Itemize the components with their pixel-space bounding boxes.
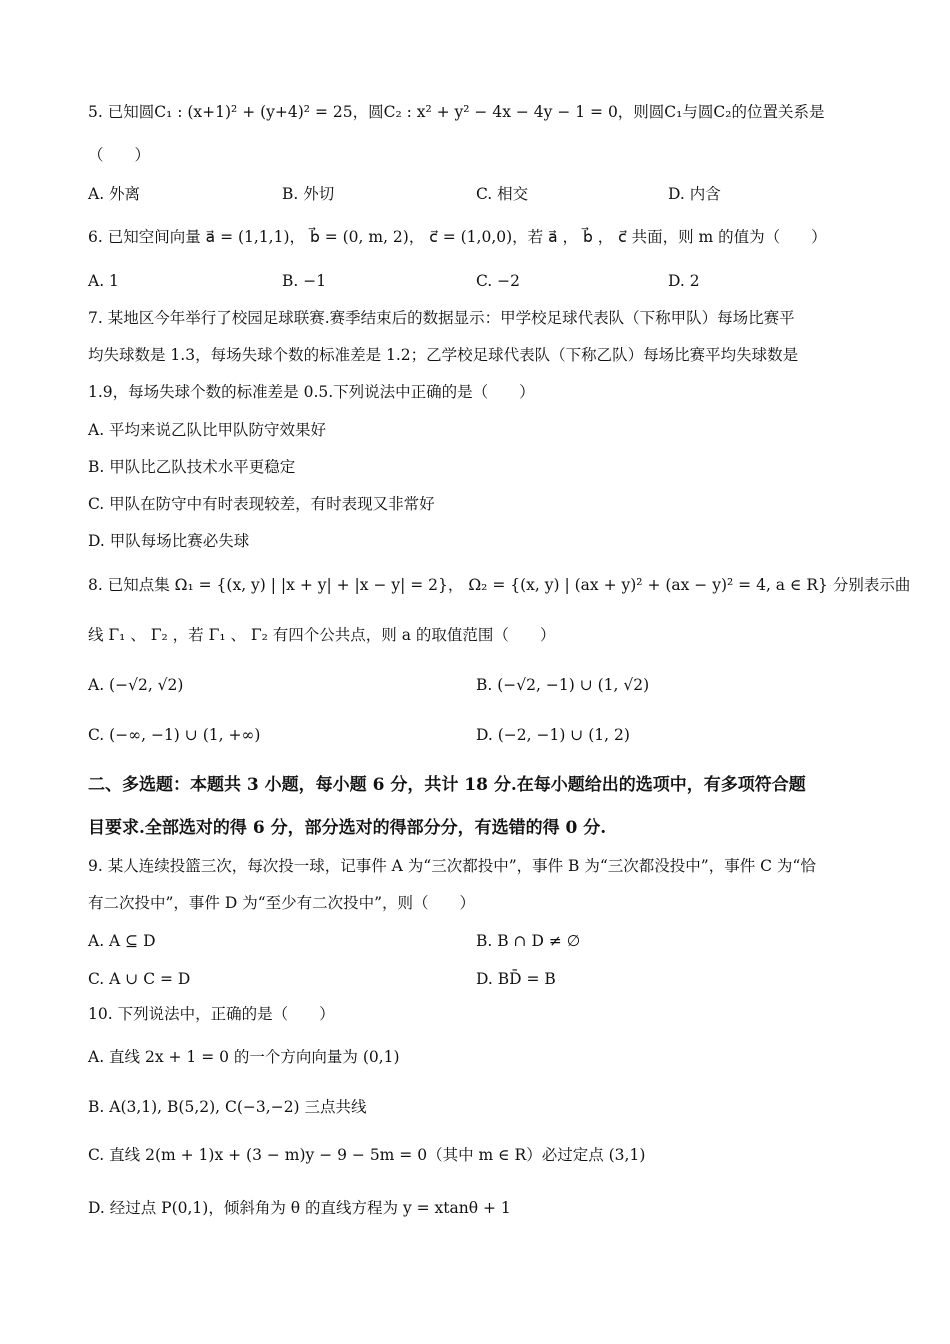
q8-option-d: D. (−2, −1) ∪ (1, 2)	[476, 726, 630, 744]
section2-heading-line-1: 二、多选题：本题共 3 小题，每小题 6 分，共计 18 分.在每小题给出的选项中，有多项符合题	[88, 775, 806, 795]
q6-option-d: D. 2	[668, 272, 700, 290]
q9-option-d: D. BD̄ = B	[476, 970, 556, 988]
q7-line-1: 7. 某地区今年举行了校园足球联赛.赛季结束后的数据显示：甲学校足球代表队（下称甲队）每场比赛平	[88, 309, 795, 327]
q8-option-a: A. (−√2, √2)	[88, 676, 184, 694]
q10-option-c: C. 直线 2(m + 1)x + (3 − m)y − 9 − 5m = 0（其中 m ∈ R）必过定点 (3,1)	[88, 1146, 646, 1164]
q6-option-a: A. 1	[88, 272, 119, 290]
q8-option-c: C. (−∞, −1) ∪ (1, +∞)	[88, 726, 261, 744]
q5-option-c: C. 相交	[476, 185, 529, 203]
q10-stem: 10. 下列说法中，正确的是（ ）	[88, 1005, 335, 1023]
q9-option-c: C. A ∪ C = D	[88, 970, 191, 988]
q6-option-c: C. −2	[476, 272, 521, 290]
q7-option-d: D. 甲队每场比赛必失球	[88, 532, 250, 550]
q7-option-c: C. 甲队在防守中有时表现较差，有时表现又非常好	[88, 495, 435, 513]
q8-option-b: B. (−√2, −1) ∪ (1, √2)	[476, 676, 650, 694]
q6-stem: 6. 已知空间向量 a⃗ = (1,1,1)， b⃗ = (0, m, 2)， c⃗ = (1,0,0)，若 a⃗ ， b⃗ ， c⃗ 共面，则 m 的值为（ ）	[88, 228, 827, 246]
q10-option-d: D. 经过点 P(0,1)，倾斜角为 θ 的直线方程为 y = xtanθ + 1	[88, 1199, 511, 1217]
q5-paren: （ ）	[88, 146, 151, 164]
q5-option-b: B. 外切	[282, 185, 335, 203]
q8-line-1: 8. 已知点集 Ω₁ = {(x, y) | |x + y| + |x − y| = 2}， Ω₂ = {(x, y) | (ax + y)² + (ax − y)² = 4, a ∈ R} 分别表示曲	[88, 576, 911, 594]
q9-option-b: B. B ∩ D ≠ ∅	[476, 932, 581, 950]
q9-line-1: 9. 某人连续投篮三次，每次投一球，记事件 A 为“三次都投中”，事件 B 为“三次都没投中”，事件 C 为“恰	[88, 857, 816, 875]
q7-option-b: B. 甲队比乙队技术水平更稳定	[88, 458, 296, 476]
q5-stem: 5. 已知圆C₁ : (x+1)² + (y+4)² = 25，圆C₂ : x² + y² − 4x − 4y − 1 = 0，则圆C₁与圆C₂的位置关系是	[88, 103, 825, 121]
section2-heading-line-2: 目要求.全部选对的得 6 分，部分选对的得部分分，有选错的得 0 分.	[88, 818, 607, 838]
q8-line-2: 线 Γ₁ 、 Γ₂ ，若 Γ₁ 、 Γ₂ 有四个公共点，则 a 的取值范围（ ）	[88, 626, 556, 644]
q5-option-d: D. 内含	[668, 185, 721, 203]
q7-line-3: 1.9，每场失球个数的标准差是 0.5.下列说法中正确的是（ ）	[88, 383, 535, 401]
q5-option-a: A. 外离	[88, 185, 141, 203]
q10-option-a: A. 直线 2x + 1 = 0 的一个方向向量为 (0,1)	[88, 1048, 400, 1066]
q9-line-2: 有二次投中”，事件 D 为“至少有二次投中”，则（ ）	[88, 894, 476, 912]
q7-line-2: 均失球数是 1.3，每场失球个数的标准差是 1.2；乙学校足球代表队（下称乙队）每场比赛平均失球数是	[88, 346, 799, 364]
q10-option-b: B. A(3,1), B(5,2), C(−3,−2) 三点共线	[88, 1098, 367, 1116]
q7-option-a: A. 平均来说乙队比甲队防守效果好	[88, 421, 327, 439]
q6-option-b: B. −1	[282, 272, 327, 290]
q9-option-a: A. A ⊆ D	[88, 932, 156, 950]
